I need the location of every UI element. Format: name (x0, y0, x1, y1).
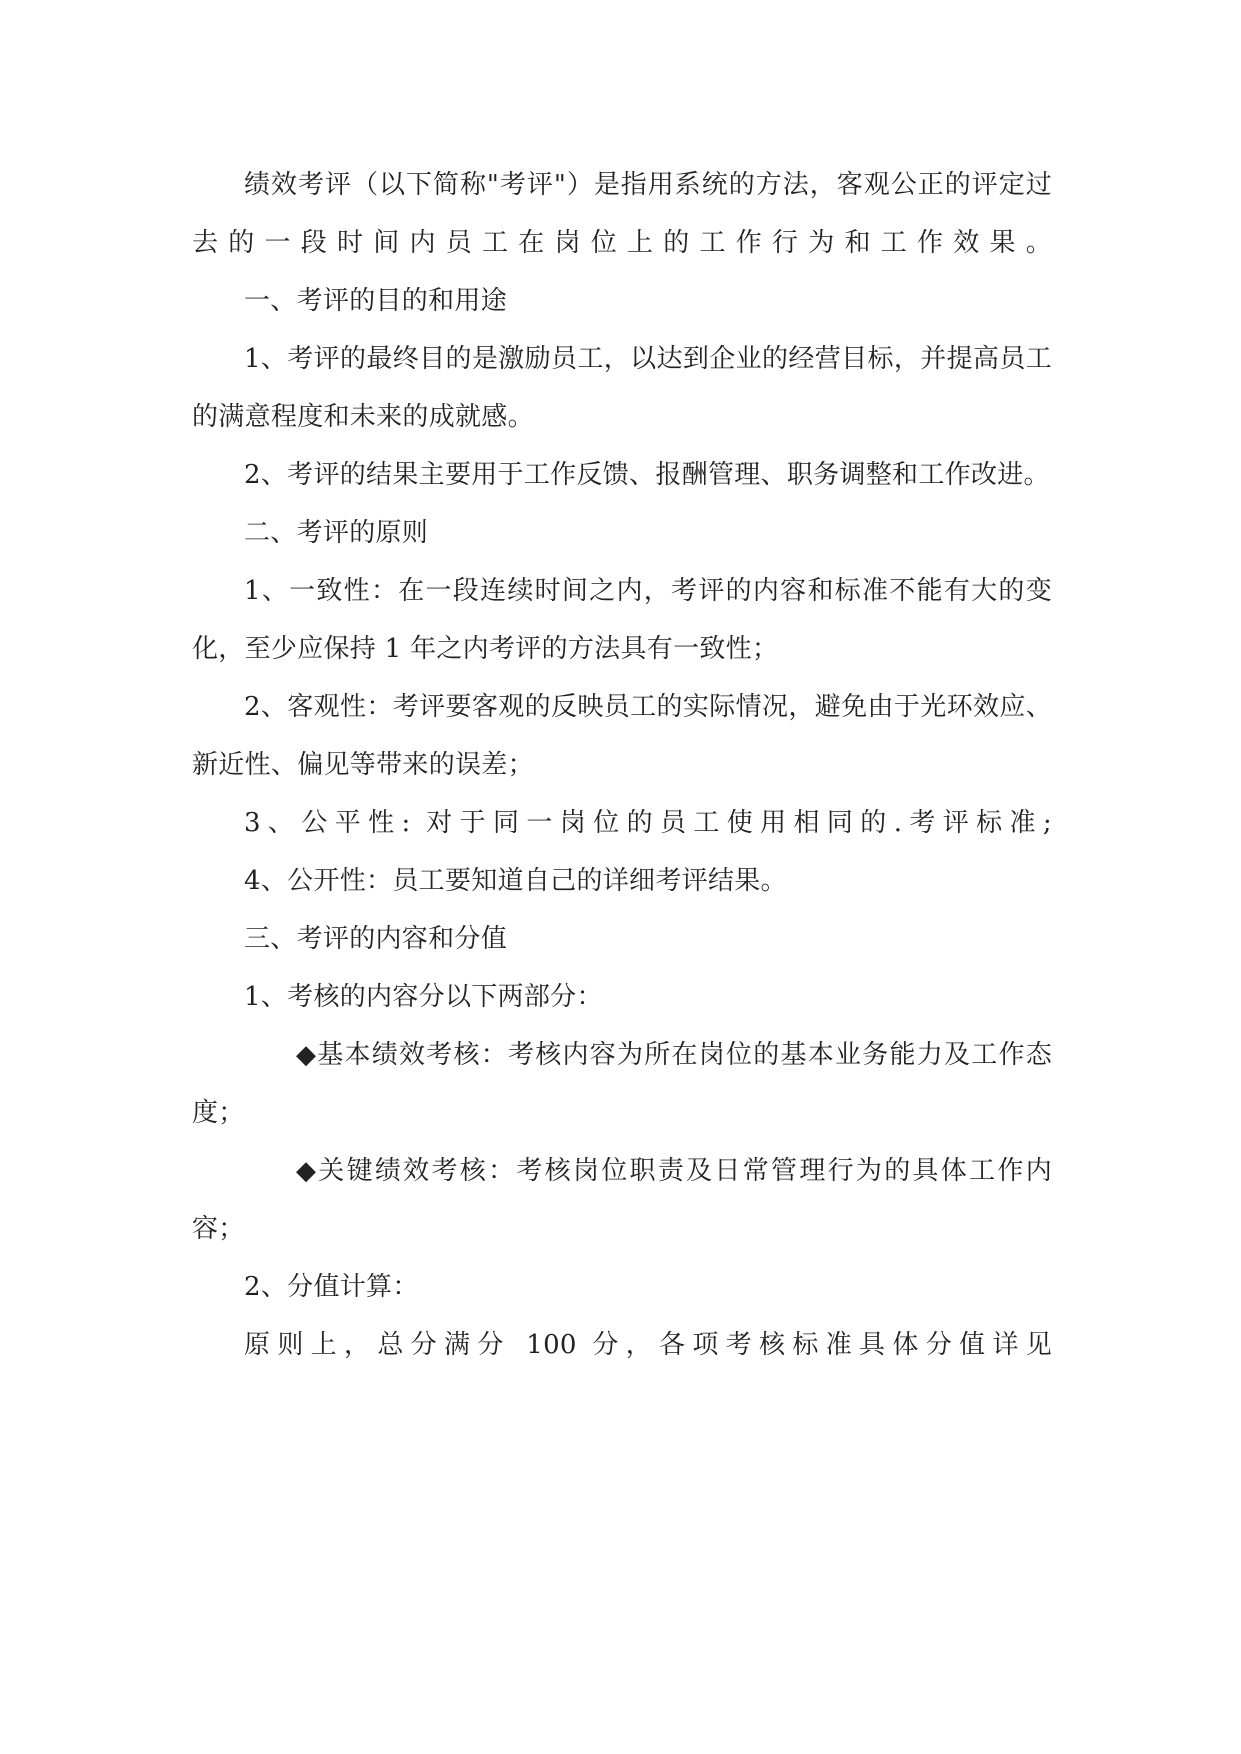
document-page (192, 156, 1052, 1374)
section-3-last-line: 原则上，总分满分 100 分，各项考核标准具体分值详见 (244, 1330, 1052, 1360)
bullet-item-key (192, 1142, 1052, 1258)
intro-paragraph: 绩效考评（以下简称"考评"）是指用系统的方法，客观公正的评定过去的一段时间内员工在岗位上的工作行为和工作效果。 (192, 170, 1052, 258)
section-2-item-1: 1、一致性：在一段连续时间之内，考评的内容和标准不能有大的变化，至少应保持 1 年之内考评的方法具有一致性； (192, 576, 1052, 664)
section-1-item-1: 1、考评的最终目的是激励员工，以达到企业的经营目标，并提高员工的满意程度和未来的成就感。 (192, 344, 1052, 432)
bullet-text-basic: 基本绩效考核：考核内容为所在岗位的基本业务能力及工作态度； (192, 1040, 1052, 1128)
section-1-heading: 一、考评的目的和用途 (244, 286, 508, 316)
bullet-text-key: 关键绩效考核：考核岗位职责及日常管理行为的具体工作内容； (192, 1156, 1052, 1244)
diamond-bullet-icon: ◆ (296, 1040, 317, 1070)
bullet-item-basic (192, 1026, 1052, 1142)
section-3-subheading-2: 2、分值计算： (244, 1272, 419, 1302)
section-1-item-2: 2、考评的结果主要用于工作反馈、报酬管理、职务调整和工作改进。 (244, 460, 1050, 490)
section-3-subheading-1: 1、考核的内容分以下两部分： (244, 982, 603, 1012)
diamond-bullet-icon: ◆ (296, 1156, 317, 1186)
section-2-heading: 二、考评的原则 (244, 518, 429, 548)
section-2-item-2: 2、客观性：考评要客观的反映员工的实际情况，避免由于光环效应、新近性、偏见等带来的误差； (192, 692, 1052, 780)
section-2-item-4: 4、公开性：员工要知道自己的详细考评结果。 (244, 866, 787, 896)
section-3-heading: 三、考评的内容和分值 (244, 924, 508, 954)
section-2-item-3: 3、公平性: 对于同一岗位的员工使用相同的.考评标准; (244, 808, 1052, 838)
